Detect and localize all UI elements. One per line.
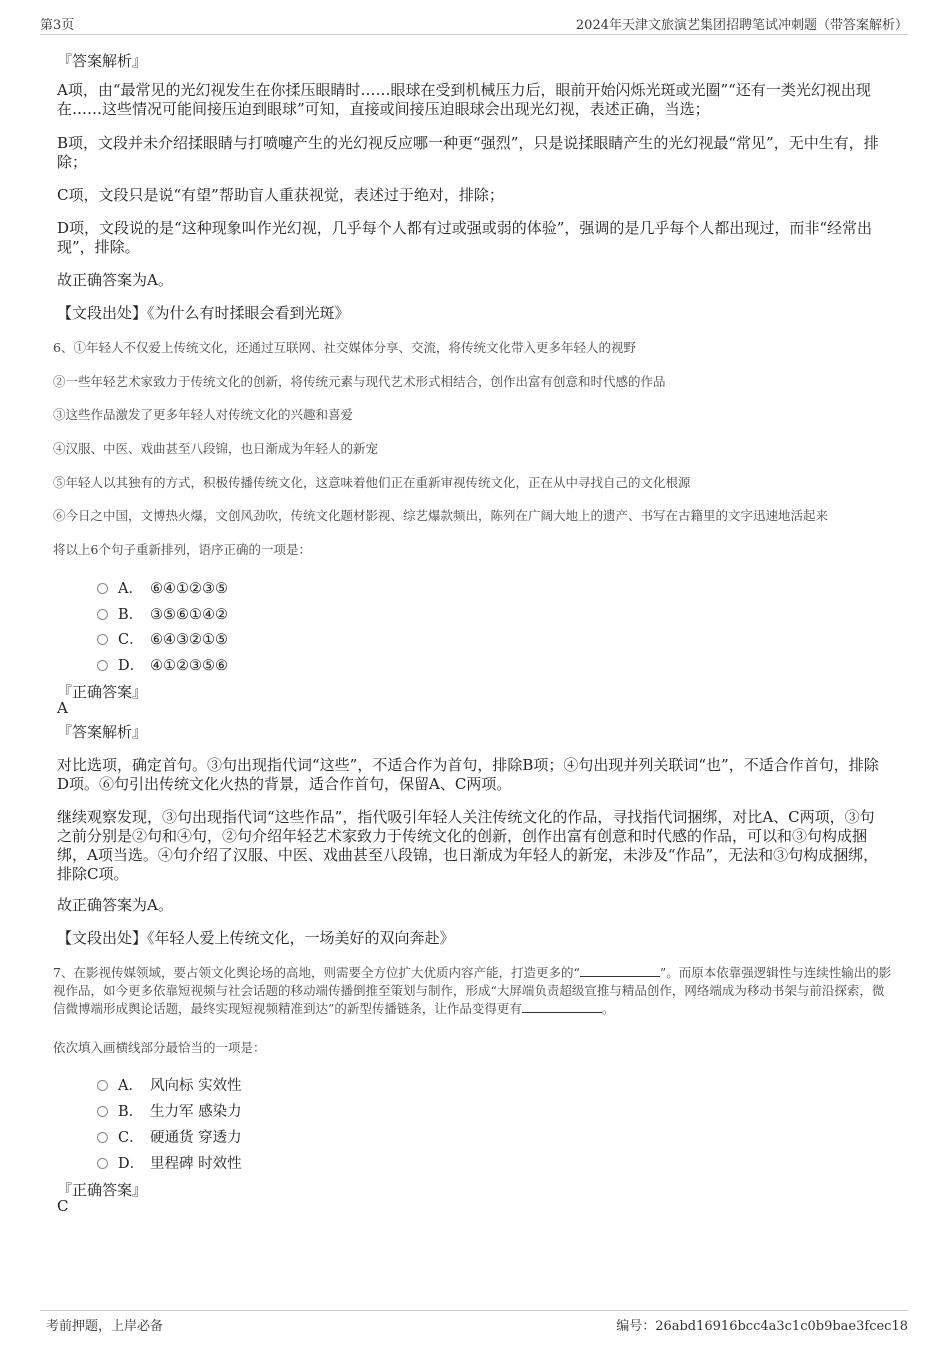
conclusion-5: 故正确答案为A。	[57, 271, 173, 289]
q6-sentence-3: ③这些作品激发了更多年轻人对传统文化的兴趣和喜爱	[53, 407, 354, 422]
q7-correct-answer: C	[57, 1197, 69, 1215]
source-5: 【文段出处】《为什么有时揉眼会看到光斑》	[57, 304, 350, 322]
radio-icon[interactable]	[97, 1132, 108, 1143]
radio-icon[interactable]	[97, 583, 108, 594]
q7-option-b[interactable]: B． 生力军 感染力	[97, 1100, 242, 1121]
q7-option-d[interactable]: D． 里程碑 时效性	[97, 1152, 242, 1173]
q6-sentence-1: 6、①年轻人不仅爱上传统文化，还通过互联网、社交媒体分享、交流，将传统文化带入更多年轻人的视野	[53, 340, 636, 355]
q6-analysis-label: 『答案解析』	[57, 723, 148, 741]
page-footer	[40, 1310, 908, 1333]
footer-slogan: 考前押题，上岸必备	[46, 1319, 164, 1334]
q7-option-a[interactable]: A． 风向标 实效性	[97, 1074, 242, 1095]
q6-sentence-2: ②一些年轻艺术家致力于传统文化的创新，将传统元素与现代艺术形式相结合，创作出富有创意和时代感的作品	[53, 374, 666, 389]
q7-correct-label: 『正确答案』	[57, 1181, 148, 1199]
q7-prompt: 依次填入画横线部分最恰当的一项是：	[53, 1040, 266, 1055]
q6-option-a[interactable]: A． ⑥④①②③⑤	[97, 577, 228, 598]
q6-correct-label: 『正确答案』	[57, 683, 148, 701]
radio-icon[interactable]	[97, 1080, 108, 1091]
document-id: 编号：26abd16916bcc4a3c1c0b9bae3fcec18	[616, 1319, 908, 1334]
q7-option-c[interactable]: C． 硬通货 穿透力	[97, 1126, 242, 1147]
q6-prompt: 将以上6个句子重新排列，语序正确的一项是：	[53, 542, 311, 557]
q6-analysis-2: 继续观察发现，③句出现指代词“这些作品”，指代吸引年轻人关注传统文化的作品，寻找指代词捆绑，对比A、C两项，③句之前分别是②句和④句，②句介绍年轻艺术家致力于传统文化的创新，创作出富有创意和时代感的作品，可以和③句构成捆绑，A项当选。④句介绍了汉服、中医、戏曲甚至八段锦，也日渐成为年轻人的新宠，未涉及“作品”，无法和③句构成捆绑，排除C项。	[57, 808, 879, 883]
analysis-5-option-a: A项，由“最常见的光幻视发生在你揉压眼睛时……眼球在受到机械压力后，眼前开始闪烁光斑或光圈”“还有一类光幻视出现在……这些情况可能间接压迫到眼球”可知，直接或间接压迫眼球会出现光幻视，表述正确，当选；	[57, 81, 871, 118]
analysis-5-option-d: D项，文段说的是“这种现象叫作光幻视，几乎每个人都有过或强或弱的体验”，强调的是几乎每个人都出现过，而非“经常出现”，排除。	[57, 219, 873, 256]
q6-conclusion: 故正确答案为A。	[57, 896, 173, 914]
radio-icon[interactable]	[97, 1106, 108, 1117]
q6-correct-answer: A	[57, 699, 68, 717]
page-number: 第3页	[40, 18, 75, 33]
q6-sentence-6: ⑥今日之中国，文博热火爆，文创风劲吹，传统文化题材影视、综艺爆款频出，陈列在广阔大地上的遗产、书写在古籍里的文字迅速地活起来	[53, 508, 829, 523]
radio-icon[interactable]	[97, 660, 108, 671]
q6-option-c[interactable]: C． ⑥④③②①⑤	[97, 628, 228, 649]
q6-sentence-4: ④汉服、中医、戏曲甚至八段锦，也日渐成为年轻人的新宠	[53, 441, 379, 456]
document-title: 2024年天津文旅演艺集团招聘笔试冲刺题（带答案解析）	[575, 18, 908, 33]
radio-icon[interactable]	[97, 609, 108, 620]
radio-icon[interactable]	[97, 634, 108, 645]
q6-option-d[interactable]: D． ④①②③⑤⑥	[97, 654, 228, 675]
q6-option-b[interactable]: B． ③⑤⑥①④②	[97, 603, 228, 624]
q7-stem: 7、在影视传媒领域，要占领文化舆论场的高地，则需要全方位扩大优质内容产能，打造更多的“ ”。而原本依靠强逻辑性与连续性输出的影视作品，如今更多依靠短视频与社会话题的移动端传播倒推至策划与制作，形成“大屏端负责超级宣推与精品创作，网络端成为移动书架与前沿探索，微信微博端形成舆论话题，最终实现短视频精准到达”的新型传播链条，让作品变得更有 。	[53, 965, 892, 1016]
analysis-5-option-c: C项，文段只是说“有望”帮助盲人重获视觉，表述过于绝对，排除；	[57, 186, 504, 204]
radio-icon[interactable]	[97, 1158, 108, 1169]
q6-sentence-5: ⑤年轻人以其独有的方式，积极传播传统文化，这意味着他们正在重新审视传统文化，正在从中寻找自己的文化根源	[53, 475, 691, 490]
analysis-5-option-b: B项，文段并未介绍揉眼睛与打喷嚏产生的光幻视反应哪一种更“强烈”，只是说揉眼睛产生的光幻视最“常见”，无中生有，排除；	[57, 134, 879, 171]
q6-analysis-1: 对比选项，确定首句。③句出现指代词“这些”，不适合作为首句，排除B项；④句出现并列关联词“也”，不适合作首句，排除D项。⑥句引出传统文化火热的背景，适合作首句，保留A、C两项。	[57, 756, 879, 793]
blank-1[interactable]	[580, 964, 660, 977]
analysis-label-5: 『答案解析』	[57, 52, 148, 70]
blank-2[interactable]	[522, 1000, 602, 1013]
page-header	[40, 14, 908, 35]
q6-source: 【文段出处】《年轻人爱上传统文化，一场美好的双向奔赴》	[57, 929, 455, 947]
